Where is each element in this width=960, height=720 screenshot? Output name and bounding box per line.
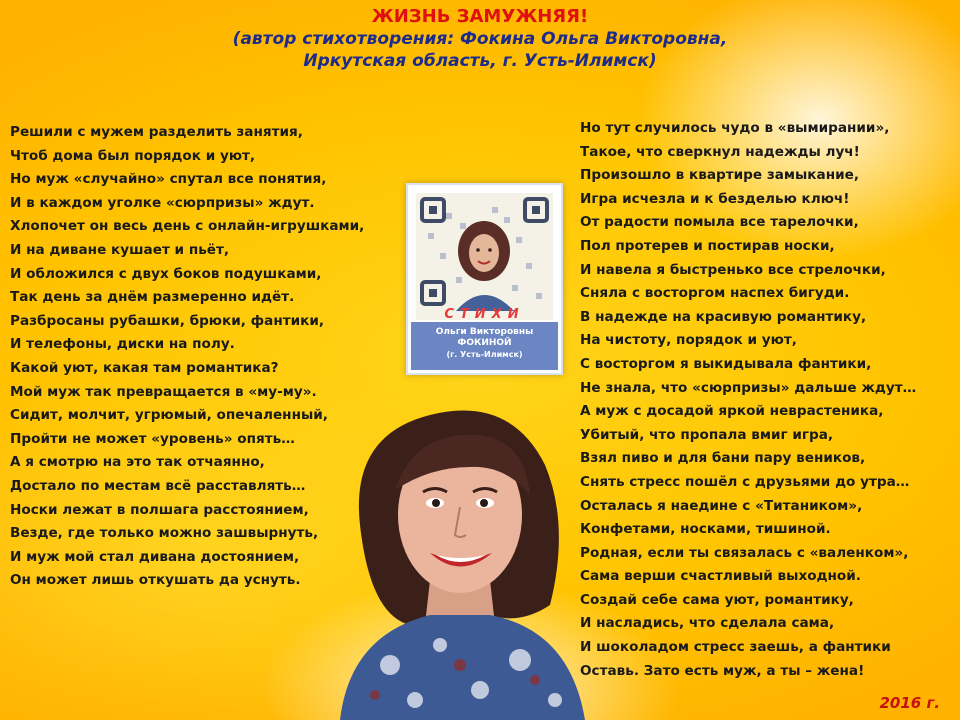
poem-line: Чтоб дома был порядок и уют, — [10, 147, 256, 164]
poem-line: Родная, если ты связалась с «валенком», — [580, 544, 909, 561]
page-title: ЖИЗНЬ ЗАМУЖНЯЯ! — [371, 6, 589, 27]
poem-line: Достало по местам всё расставлять… — [10, 477, 306, 494]
poem-line: И на диване кушает и пьёт, — [10, 241, 230, 258]
poem-line: Везде, где только можно зашвырнуть, — [10, 525, 319, 542]
poem-line: На чистоту, порядок и уют, — [580, 332, 797, 349]
poem-line: Решили с мужем разделить занятия, — [10, 124, 303, 140]
poem-line: Создай себе сама уют, романтику, — [580, 591, 854, 608]
poem-line: Сидит, молчит, угрюмый, опечаленный, — [10, 407, 328, 424]
poem-line: Мой муж так превращается в «му-му». — [10, 383, 317, 400]
header — [0, 6, 960, 72]
poem-line: Оставь. Зато есть муж, а ты – жена! — [580, 662, 865, 679]
poem-line: А муж с досадой яркой неврастеника, — [580, 403, 884, 420]
poem-line: Он может лишь откушать да уснуть. — [10, 572, 301, 589]
poem-line: И обложился с двух боков подушками, — [10, 265, 322, 282]
poem-line: Игра исчезла и к безделью ключ! — [580, 190, 850, 207]
author-line-1: (автор стихотворения: Фокина Ольга Викторовна, — [232, 29, 728, 49]
poem-line: Взял пиво и для бани пару веников, — [580, 450, 866, 467]
poem-line: Сняла с восторгом наспех бигуди. — [580, 285, 850, 302]
poem-line: И навела я быстренько все стрелочки, — [580, 261, 886, 278]
badge-caption-line: (г. Усть-Илимск) — [446, 350, 523, 359]
badge-word: СТИХИ — [444, 307, 525, 322]
poem-line: И насладись, что сделала сама, — [580, 615, 835, 632]
author-portrait — [320, 375, 590, 720]
poem-line: Но муж «случайно» спутал все понятия, — [10, 171, 327, 188]
poem-line: Пол протерев и постирав носки, — [580, 237, 835, 254]
poem-line: Снять стресс пошёл с друзьями до утра… — [580, 473, 910, 490]
poem-line: А я смотрю на это так отчаянно, — [10, 454, 265, 471]
poem-line: Так день за днём размеренно идёт. — [10, 289, 295, 306]
poem-line: Убитый, что пропала вмиг игра, — [580, 426, 834, 443]
poem-line: С восторгом я выкидывала фантики, — [580, 355, 872, 372]
poem-line: И муж мой стал дивана достоянием, — [10, 548, 300, 565]
badge-caption-line: Ольги Викторовны — [435, 327, 534, 337]
year-label: 2016 г. — [879, 694, 940, 712]
poem-line: И в каждом уголке «сюрпризы» ждут. — [10, 194, 315, 211]
poem-line: Не знала, что «сюрпризы» дальше ждут… — [580, 379, 917, 396]
badge-caption-line: ФОКИНОЙ — [457, 338, 512, 348]
poem-line: Пройти не может «уровень» опять… — [10, 430, 295, 447]
poem-right-column — [580, 117, 916, 683]
poem-line: Какой уют, какая там романтика? — [10, 359, 279, 376]
poem-line: Произошло в квартире замыкание, — [580, 167, 860, 184]
poem-line: Такое, что сверкнул надежды луч! — [580, 143, 860, 160]
poem-line: Сама верши счастливый выходной. — [580, 568, 861, 585]
poem-line: И телефоны, диски на полу. — [10, 336, 235, 353]
author-line-2: Иркутская область, г. Усть-Илимск) — [303, 51, 657, 71]
qr-code-portrait — [416, 193, 553, 320]
poem-line: Хлопочет он весь день с онлайн-игрушками, — [10, 218, 365, 235]
poem-line: В надежде на красивую романтику, — [580, 308, 867, 325]
poem-line: Разбросаны рубашки, брюки, фантики, — [10, 312, 325, 329]
author-qr-badge — [406, 183, 563, 375]
poem-line: Осталась я наедине с «Титаником», — [580, 497, 863, 514]
poem-line: Но тут случилось чудо в «вымирании», — [580, 120, 890, 136]
poem-line: И шоколадом стресс заешь, а фантики — [580, 639, 891, 656]
poem-line: От радости помыла все тарелочки, — [580, 214, 859, 231]
badge-caption — [411, 322, 558, 370]
poem-line: Конфетами, носками, тишиной. — [580, 521, 831, 538]
poem-left-column — [10, 121, 364, 593]
poem-line: Носки лежат в полшага расстоянием, — [10, 501, 309, 518]
